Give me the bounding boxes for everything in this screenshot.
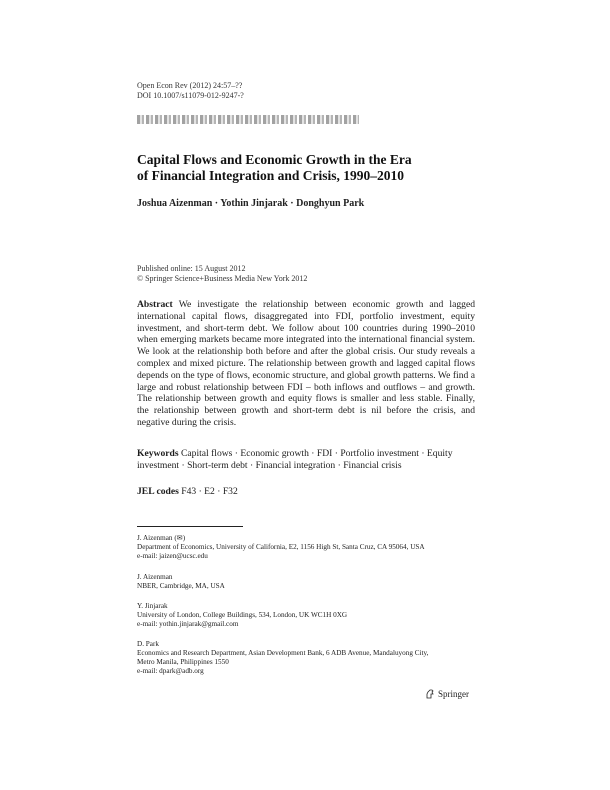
affiliation (137, 534, 477, 561)
journal-citation: Open Econ Rev (2012) 24:57–?? (137, 81, 243, 90)
author-list (137, 198, 364, 209)
affiliation-name: D. Park (137, 640, 159, 648)
jel-label: JEL codes (137, 486, 179, 497)
affiliation-name: Y. Jinjarak (137, 602, 168, 610)
keywords-label: Keywords (137, 448, 179, 459)
author-name: Donghyun Park (296, 198, 365, 209)
affiliation-name: J. Aizenman (137, 573, 173, 581)
copyright: © Springer Science+Business Media New York 2012 (137, 274, 308, 283)
published-date: Published online: 15 August 2012 (137, 264, 246, 273)
footnote-divider (137, 526, 243, 527)
affiliation-email: e-mail: dpark@adb.org (137, 667, 204, 675)
smudged-header-line (137, 115, 359, 124)
affiliation (137, 602, 477, 629)
affiliation-line: Economics and Research Department, Asian Development Bank, 6 ADB Avenue, Mandaluyong City, (137, 649, 429, 657)
affiliation-line: Department of Economics, University of California, E2, 1156 High St, Santa Cruz, CA 95064, USA (137, 543, 425, 551)
author-separator: · (212, 198, 221, 209)
affiliation-name: J. Aizenman (✉) (137, 534, 186, 542)
affiliation (137, 573, 477, 591)
publication-info (137, 264, 307, 284)
affiliation-email: e-mail: jaizen@ucsc.edu (137, 552, 208, 560)
abstract-label: Abstract (137, 299, 173, 310)
publisher-logo (425, 689, 469, 699)
keywords (137, 448, 475, 472)
paper-title (137, 152, 477, 184)
abstract-text: We investigate the relationship between economic growth and lagged international capital flows, disaggregated into FDI, portfolio investment, equity investment, and short-term debt. We follow about 100 countries during 1990–2010 when emerging markets became more integrated into the international financial system. We look at the relationship both before and after the global crisis. Our study reveals a complex and mixed picture. The relationship between growth and lagged capital flows depends on the type of flows, economic structure, and global growth patterns. We find a large and robust relationship between FDI – both inflows and outflows – and growth. The relationship between growth and equity flows is smaller and less stable. Finally, the relationship between growth and short-term debt is nil before the crisis, and negative during the crisis. (137, 299, 475, 428)
affiliation-line: NBER, Cambridge, MA, USA (137, 582, 225, 590)
doi: DOI 10.1007/s11079-012-9247-? (137, 91, 244, 100)
jel-text: F43 · E2 · F32 (181, 486, 238, 497)
keywords-text: Capital flows · Economic growth · FDI · Portfolio investment · Equity investment · Short-term debt · Financial integration · Financial crisis (137, 448, 453, 471)
affiliation-email: e-mail: yothin.jinjarak@gmail.com (137, 620, 239, 628)
affiliation (137, 640, 477, 676)
title-line-2: of Financial Integration and Crisis, 1990–2010 (137, 168, 405, 183)
author-name: Yothin Jinjarak (220, 198, 288, 209)
affiliation-line: Metro Manila, Philippines 1550 (137, 658, 229, 666)
author-name: Joshua Aizenman (137, 198, 213, 209)
journal-meta (137, 81, 244, 101)
jel-codes (137, 486, 238, 497)
publisher-name: Springer (438, 689, 469, 699)
springer-horse-icon (425, 689, 435, 699)
title-line-1: Capital Flows and Economic Growth in the Era (137, 152, 412, 167)
author-separator: · (287, 198, 297, 209)
abstract (137, 299, 475, 429)
affiliation-line: University of London, College Buildings, 534, London, UK WC1H 0XG (137, 611, 348, 619)
